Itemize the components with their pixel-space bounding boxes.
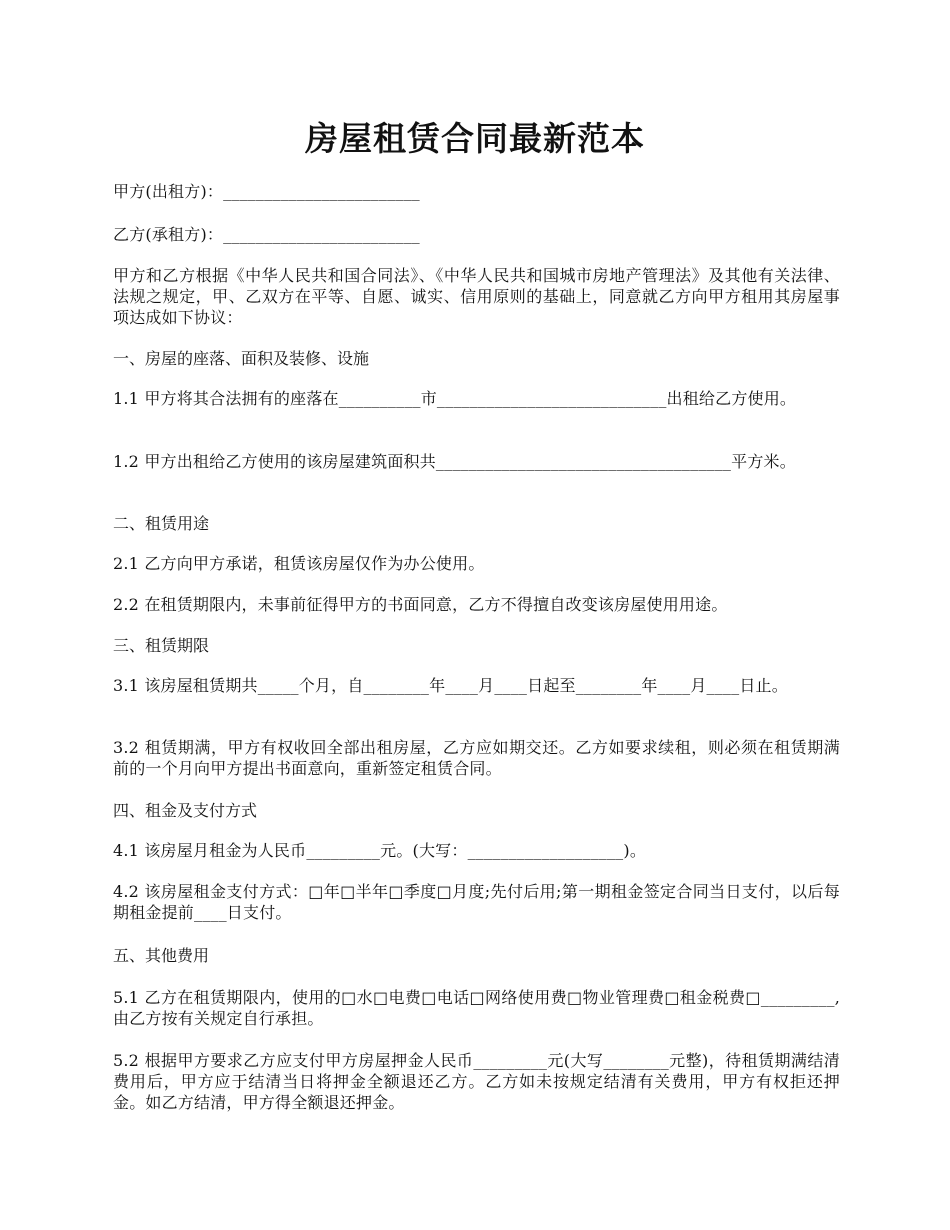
clause-1-1: 1.1 甲方将其合法拥有的座落在__________市____________________________出租给乙方使用。	[113, 389, 797, 408]
clause-3-1: 3.1 该房屋租赁期共_____个月，自________年____月____日起至________年____月____日止。	[113, 676, 788, 695]
clause-5-2: 5.2 根据甲方要求乙方应支付甲方房屋押金人民币_________元(大写________元整)，待租赁期满结清费用后，甲方应于结清当日将押金全额退还乙方。乙方如未按规定结清有关费用，甲方有权拒还押金。如乙方结清，甲方得全额退还押金。	[113, 1051, 840, 1112]
clause-2-1: 2.1 乙方向甲方承诺，租赁该房屋仅作为办公使用。	[113, 554, 485, 573]
section-heading-2: 二、租赁用途	[113, 514, 210, 533]
clause-3-2: 3.2 租赁期满，甲方有权收回全部出租房屋，乙方应如期交还。乙方如要求续租，则必须在租赁期满前的一个月向甲方提出书面意向，重新签定租赁合同。	[113, 738, 840, 778]
clause-4-1: 4.1 该房屋月租金为人民币_________元。(大写：___________________)。	[113, 841, 647, 860]
clause-4-2: 4.2 该房屋租金支付方式：□年□半年□季度□月度;先付后用;第一期租金签定合同当日支付，以后每期租金提前____日支付。	[113, 882, 840, 922]
clause-2-2: 2.2 在租赁期限内，未事前征得甲方的书面同意，乙方不得擅自改变该房屋使用用途。	[113, 595, 728, 614]
section-heading-4: 四、租金及支付方式	[113, 801, 258, 820]
section-heading-1: 一、房屋的座落、面积及装修、设施	[113, 349, 370, 368]
preamble-paragraph: 甲方和乙方根据《中华人民共和国合同法》、《中华人民共和国城市房地产管理法》及其他有关法律、法规之规定，甲、乙双方在平等、自愿、诚实、信用原则的基础上，同意就乙方向甲方租用其房屋事项达成如下协议：	[113, 266, 840, 327]
clause-5-1: 5.1 乙方在租赁期限内，使用的□水□电费□电话□网络使用费□物业管理费□租金税费□_________,由乙方按有关规定自行承担。	[113, 988, 840, 1028]
section-heading-5: 五、其他费用	[113, 946, 210, 965]
section-heading-3: 三、租赁期限	[113, 636, 210, 655]
clause-1-2: 1.2 甲方出租给乙方使用的该房屋建筑面积共____________________________________平方米。	[113, 452, 796, 471]
document-title: 房屋租赁合同最新范本	[305, 119, 645, 158]
party-b-line: 乙方(承租方)：________________________	[113, 225, 420, 244]
party-a-line: 甲方(出租方)：________________________	[113, 182, 420, 201]
